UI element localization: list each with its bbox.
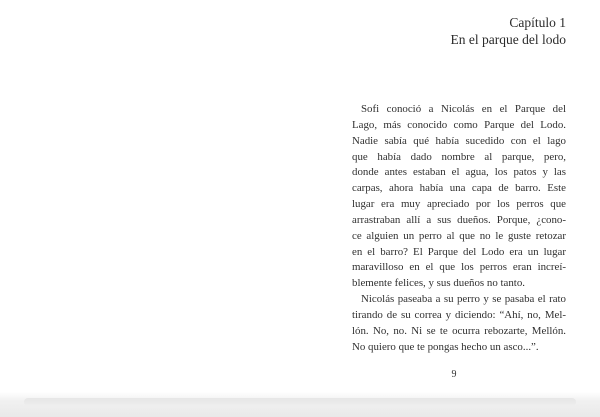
text-line: ce alguien un perro al que no le guste retozar xyxy=(352,229,566,242)
text-line: tirando de su correa y diciendo: “Ahí, no, Mel- xyxy=(352,308,566,321)
text-line: Nadie sabía qué había sucedido con el lago xyxy=(352,134,566,147)
text-line: lón. No, no. Ni se te ocurra rebozarte, Mellón. xyxy=(352,324,566,337)
paragraph-2 xyxy=(352,292,566,355)
page-edge-shadow xyxy=(24,398,576,406)
text-line: Sofi conoció a Nicolás en el Parque del xyxy=(361,103,566,115)
text-line: blemente felices, y sus dueños no tanto. xyxy=(352,277,526,290)
chapter-number: Capítulo 1 xyxy=(509,15,566,30)
text-line: Nicolás paseaba a su perro y se pasaba el rato xyxy=(361,293,566,306)
text-line: maravilloso en el que los perros eran increí- xyxy=(352,261,566,274)
text-line: que había dado nombre al parque, pero, xyxy=(352,150,566,163)
text-line: carpas, ahora había una capa de barro. Este xyxy=(352,182,566,195)
page-number: 9 xyxy=(451,369,457,380)
text-line: No quiero que te pongas hecho un asco...”. xyxy=(352,340,539,353)
text-line: arrastraban allí a sus dueños. Porque, ¿cono- xyxy=(352,213,566,226)
body-text xyxy=(352,102,566,356)
text-line: lugar era muy apreciado por los perros que xyxy=(352,198,566,211)
paragraph-1 xyxy=(352,102,566,292)
text-line: en el barro? El Parque del Lodo era un lugar xyxy=(352,245,566,258)
chapter-header xyxy=(451,14,566,48)
text-line: Lago, más conocido como Parque del Lodo. xyxy=(352,118,566,131)
text-line: donde antes estaban el agua, los patos y las xyxy=(352,166,566,179)
chapter-title: En el parque del lodo xyxy=(450,32,566,47)
